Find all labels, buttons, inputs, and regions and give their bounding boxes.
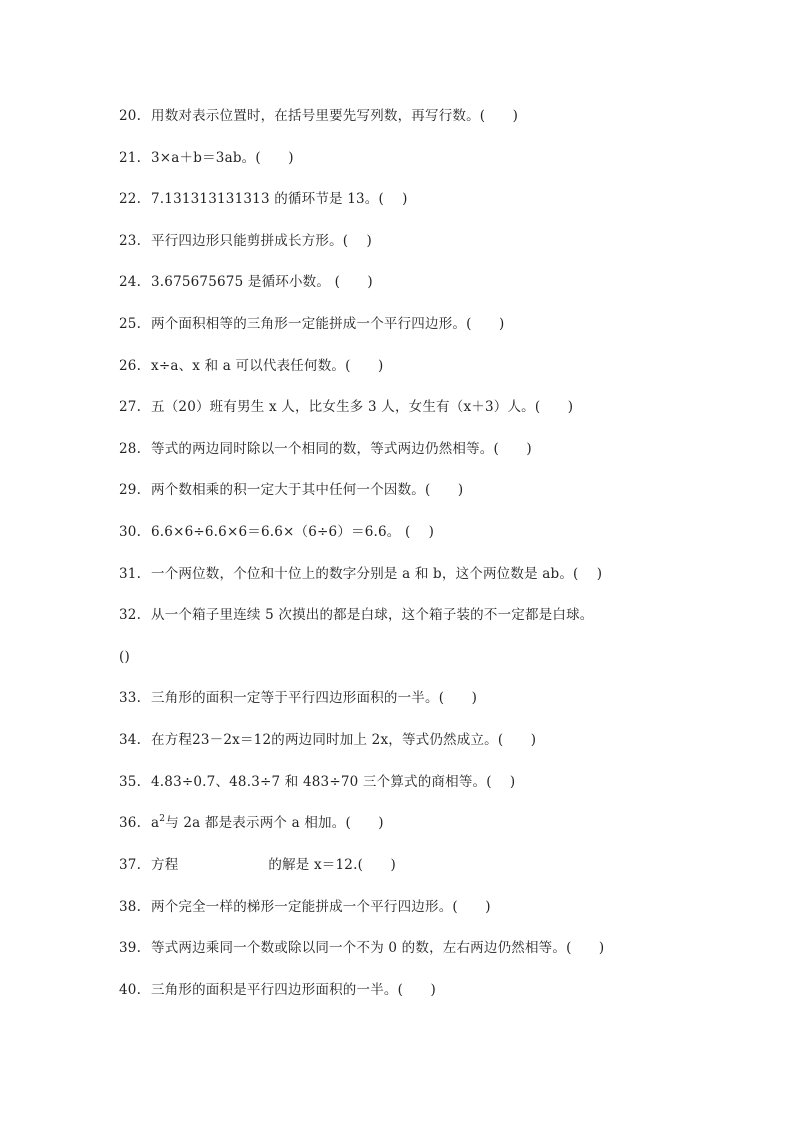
question-variable: a [151,815,160,831]
question-32 [119,606,593,624]
question-text: 两个面积相等的三角形一定能拼成一个平行四边形。( ) [151,316,505,332]
question-number: 33. [119,690,142,706]
question-number: 24. [119,274,142,290]
question-number: 40. [119,982,142,998]
question-31 [119,565,602,583]
question-number: 22. [119,191,142,207]
question-text: 一个两位数，个位和十位上的数字分别是 a 和 b，这个两位数是 ab。( ) [151,566,603,582]
question-text: 两个数相乘的积一定大于其中任何一个因数。( ) [151,482,464,498]
question-text: 与 2a 都是表示两个 a 相加。( ) [165,815,384,831]
question-33 [119,689,477,707]
question-39 [119,939,604,957]
question-number: 21. [119,150,142,166]
question-text: 三角形的面积是平行四边形面积的一半。( ) [151,982,436,998]
question-number: 38. [119,899,142,915]
question-text: 三角形的面积一定等于平行四边形面积的一半。( ) [151,690,478,706]
question-27 [119,398,573,416]
question-number: 37. [119,857,142,873]
question-text: 在方程23－2x＝12的两边同时加上 2x，等式仍然成立。( ) [151,732,537,748]
question-36 [119,814,384,832]
exponent: 2 [159,814,166,824]
question-22 [119,190,408,208]
question-text: x÷a、x 和 a 可以代表任何数。( ) [151,358,384,374]
question-28 [119,440,532,458]
question-38 [119,898,491,916]
question-number: 31. [119,566,142,582]
question-number: 29. [119,482,142,498]
question-text: 7.131313131313 的循环节是 13。( ) [151,191,408,207]
question-text: 4.83÷0.7、48.3÷7 和 483÷70 三个算式的商相等。( ) [151,774,516,790]
question-37 [119,856,396,874]
question-number: 25. [119,316,142,332]
question-text: 的解是 x＝12.( ) [268,857,396,873]
question-number: 26. [119,358,142,374]
question-32-answer-paren [119,648,130,666]
question-number: 35. [119,774,142,790]
question-23 [119,232,372,250]
question-number: 30. [119,524,142,540]
question-number: 28. [119,441,142,457]
question-text: 两个完全一样的梯形一定能拼成一个平行四边形。( ) [151,899,491,915]
question-text: 从一个箱子里连续 5 次摸出的都是白球，这个箱子装的不一定都是白球。 [151,607,594,623]
question-text: 五（20）班有男生 x 人，比女生多 3 人，女生有（x＋3）人。( ) [151,399,574,415]
question-29 [119,481,463,499]
question-30 [119,523,434,541]
question-text: () [119,649,130,665]
question-20 [119,107,518,125]
question-prefix: 方程 [151,857,179,873]
question-text: 等式的两边同时除以一个相同的数，等式两边仍然相等。( ) [151,441,532,457]
question-40 [119,981,436,999]
question-text: 等式两边乘同一个数或除以同一个不为 0 的数，左右两边仍然相等。( ) [151,940,605,956]
question-25 [119,315,504,333]
question-24 [119,273,373,291]
question-text: 用数对表示位置时，在括号里要先写列数，再写行数。( ) [151,108,519,124]
question-35 [119,773,515,791]
question-34 [119,731,536,749]
question-number: 27. [119,399,142,415]
question-number: 20. [119,108,142,124]
question-number: 32. [119,607,142,623]
question-number: 39. [119,940,142,956]
question-number: 34. [119,732,142,748]
question-text: 3×a＋b＝3ab。( ) [151,150,294,166]
question-21 [119,149,294,167]
question-26 [119,357,383,375]
question-number: 23. [119,233,142,249]
question-number: 36. [119,815,142,831]
question-text: 6.6×6÷6.6×6＝6.6×（6÷6）＝6.6。 ( ) [151,524,435,540]
question-text: 3.675675675 是循环小数。 ( ) [151,274,373,290]
question-text: 平行四边形只能剪拼成长方形。( ) [151,233,372,249]
